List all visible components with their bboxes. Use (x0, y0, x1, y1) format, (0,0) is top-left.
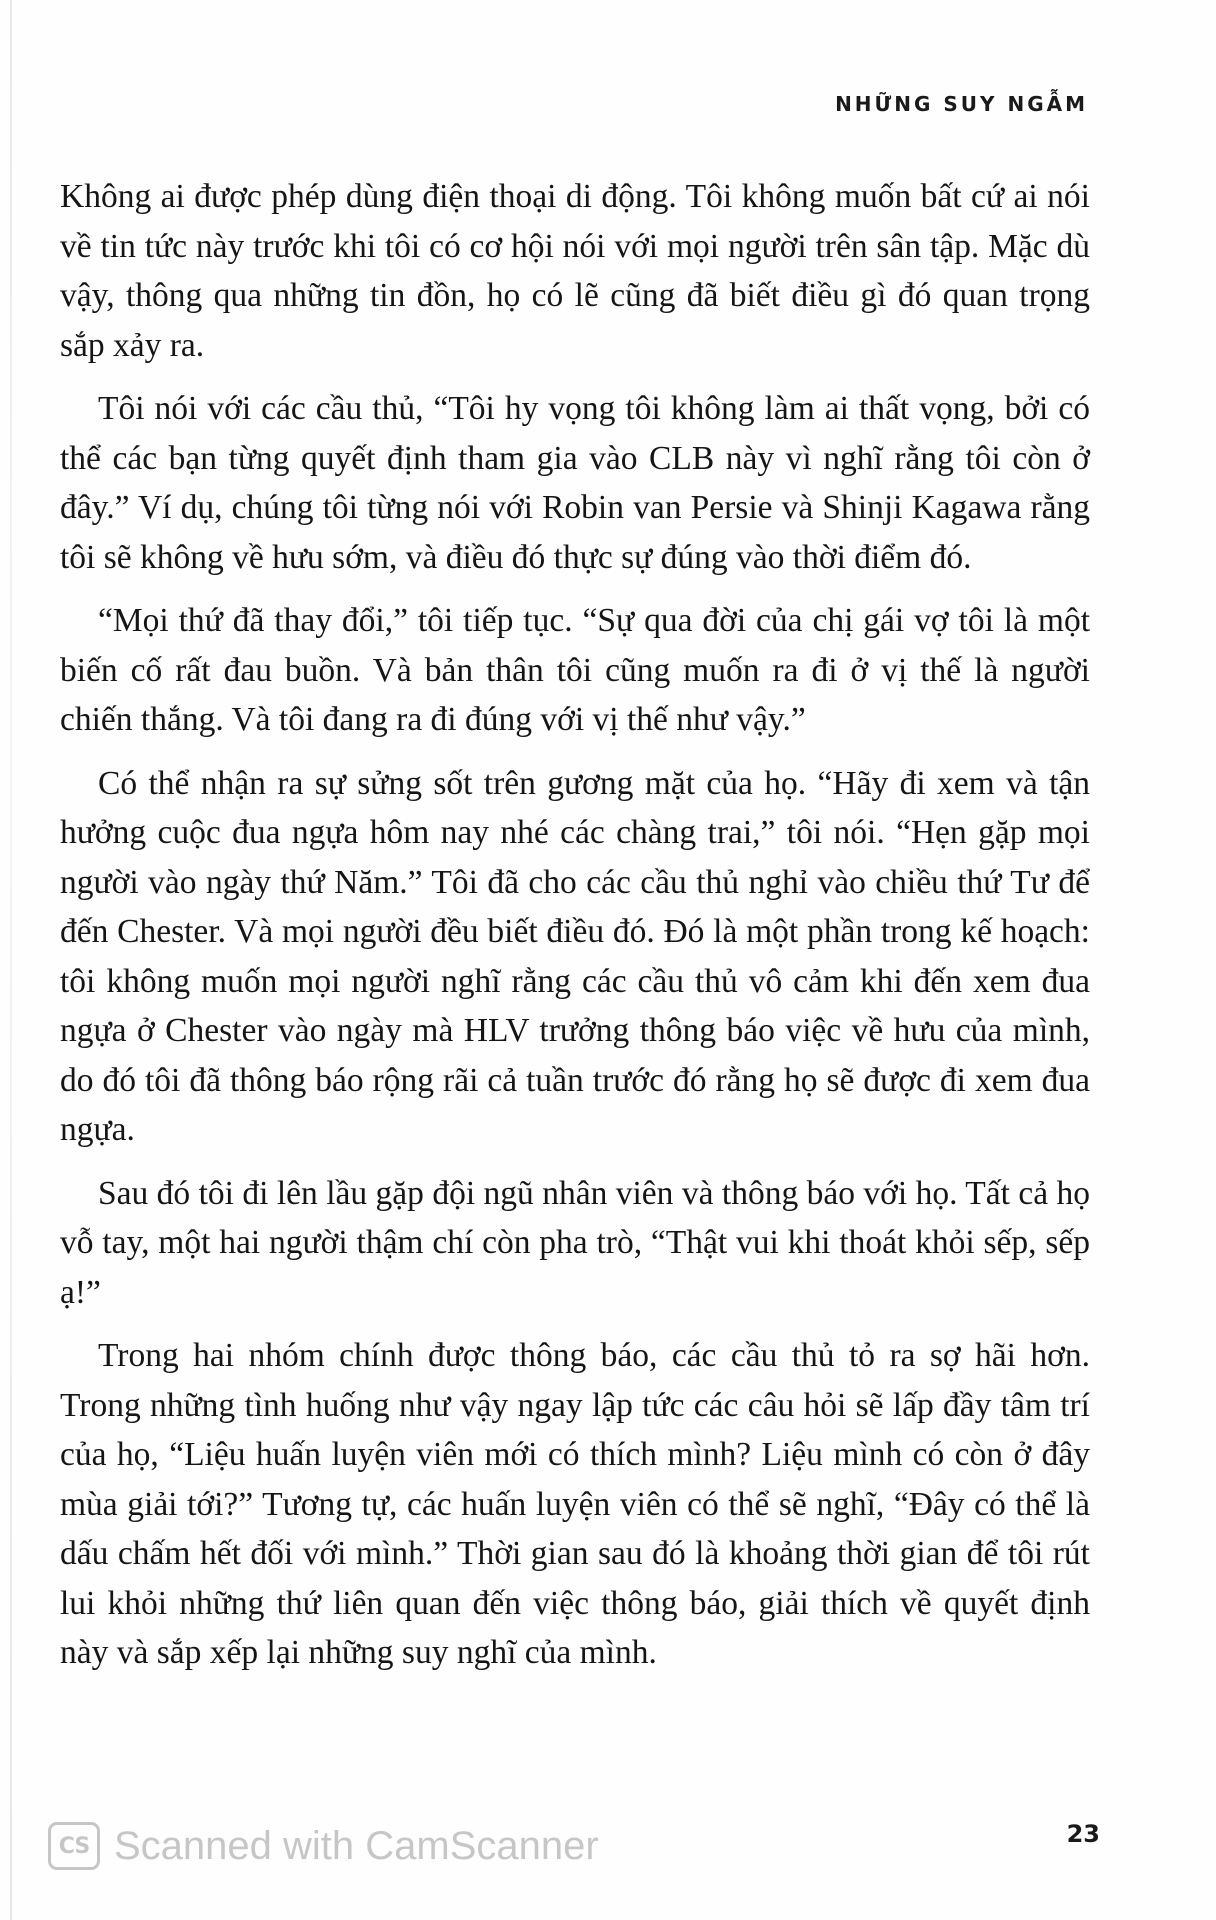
camscanner-watermark (48, 1822, 599, 1870)
paragraph: “Mọi thứ đã thay đổi,” tôi tiếp tục. “Sự qua đời của chị gái vợ tôi là một biến cố rất đau buồn. Và bản thân tôi cũng muốn ra đi ở vị thế là người chiến thắng. Và tôi đang ra đi đúng với vị thế như vậy.” (60, 602, 1090, 738)
paragraph: Trong hai nhóm chính được thông báo, các cầu thủ tỏ ra sợ hãi hơn. Trong những tình huống như vậy ngay lập tức các câu hỏi sẽ lấp đầy tâm trí của họ, “Liệu huấn luyện viên mới có thích mình? Liệu mình có còn ở đây mùa giải tới?” Tương tự, các huấn luyện viên có thể sẽ nghĩ, “Đây có thể là dấu chấm hết đối với mình.” Thời gian sau đó là khoảng thời gian để tôi rút lui khỏi những thứ liên quan đến việc thông báo, giải thích về quyết định này và sắp xếp lại những suy nghĩ của mình. (60, 1337, 1090, 1671)
body-text (60, 172, 1090, 1692)
watermark-text: Scanned with CamScanner (114, 1823, 599, 1868)
camscanner-logo-icon: CS (48, 1822, 100, 1870)
paragraph: Sau đó tôi đi lên lầu gặp đội ngũ nhân viên và thông báo với họ. Tất cả họ vỗ tay, một hai người thậm chí còn pha trò, “Thật vui khi thoát khỏi sếp, sếp ạ!” (60, 1174, 1090, 1311)
paragraph: Tôi nói với các cầu thủ, “Tôi hy vọng tôi không làm ai thất vọng, bởi có thể các bạn từng quyết định tham gia vào CLB này vì nghĩ rằng tôi còn ở đây.” Ví dụ, chúng tôi từng nói với Robin van Persie và Shinji Kagawa rằng tôi sẽ không về hưu sớm, và điều đó thực sự đúng vào thời điểm đó. (60, 390, 1090, 576)
page-number: 23 (1066, 1820, 1100, 1848)
scan-edge (10, 0, 12, 1920)
running-header: NHỮNG SUY NGẪM (835, 92, 1088, 116)
paragraph: Có thể nhận ra sự sửng sốt trên gương mặt của họ. “Hãy đi xem và tận hưởng cuộc đua ngựa hôm nay nhé các chàng trai,” tôi nói. “Hẹn gặp mọi người vào ngày thứ Năm.” Tôi đã cho các cầu thủ nghỉ vào chiều thứ Tư để đến Chester. Và mọi người đều biết điều đó. Đó là một phần trong kế hoạch: tôi không muốn mọi người nghĩ rằng các cầu thủ vô cảm khi đến xem đua ngựa ở Chester vào ngày mà HLV trưởng thông báo việc về hưu của mình, do đó tôi đã thông báo rộng rãi cả tuần trước đó rằng họ sẽ được đi xem đua ngựa. (60, 764, 1090, 1148)
paragraph: Không ai được phép dùng điện thoại di động. Tôi không muốn bất cứ ai nói về tin tức này trước khi tôi có cơ hội nói với mọi người trên sân tập. Mặc dù vậy, thông qua những tin đồn, họ có lẽ cũng đã biết điều gì đó quan trọng sắp xảy ra. (60, 178, 1090, 364)
